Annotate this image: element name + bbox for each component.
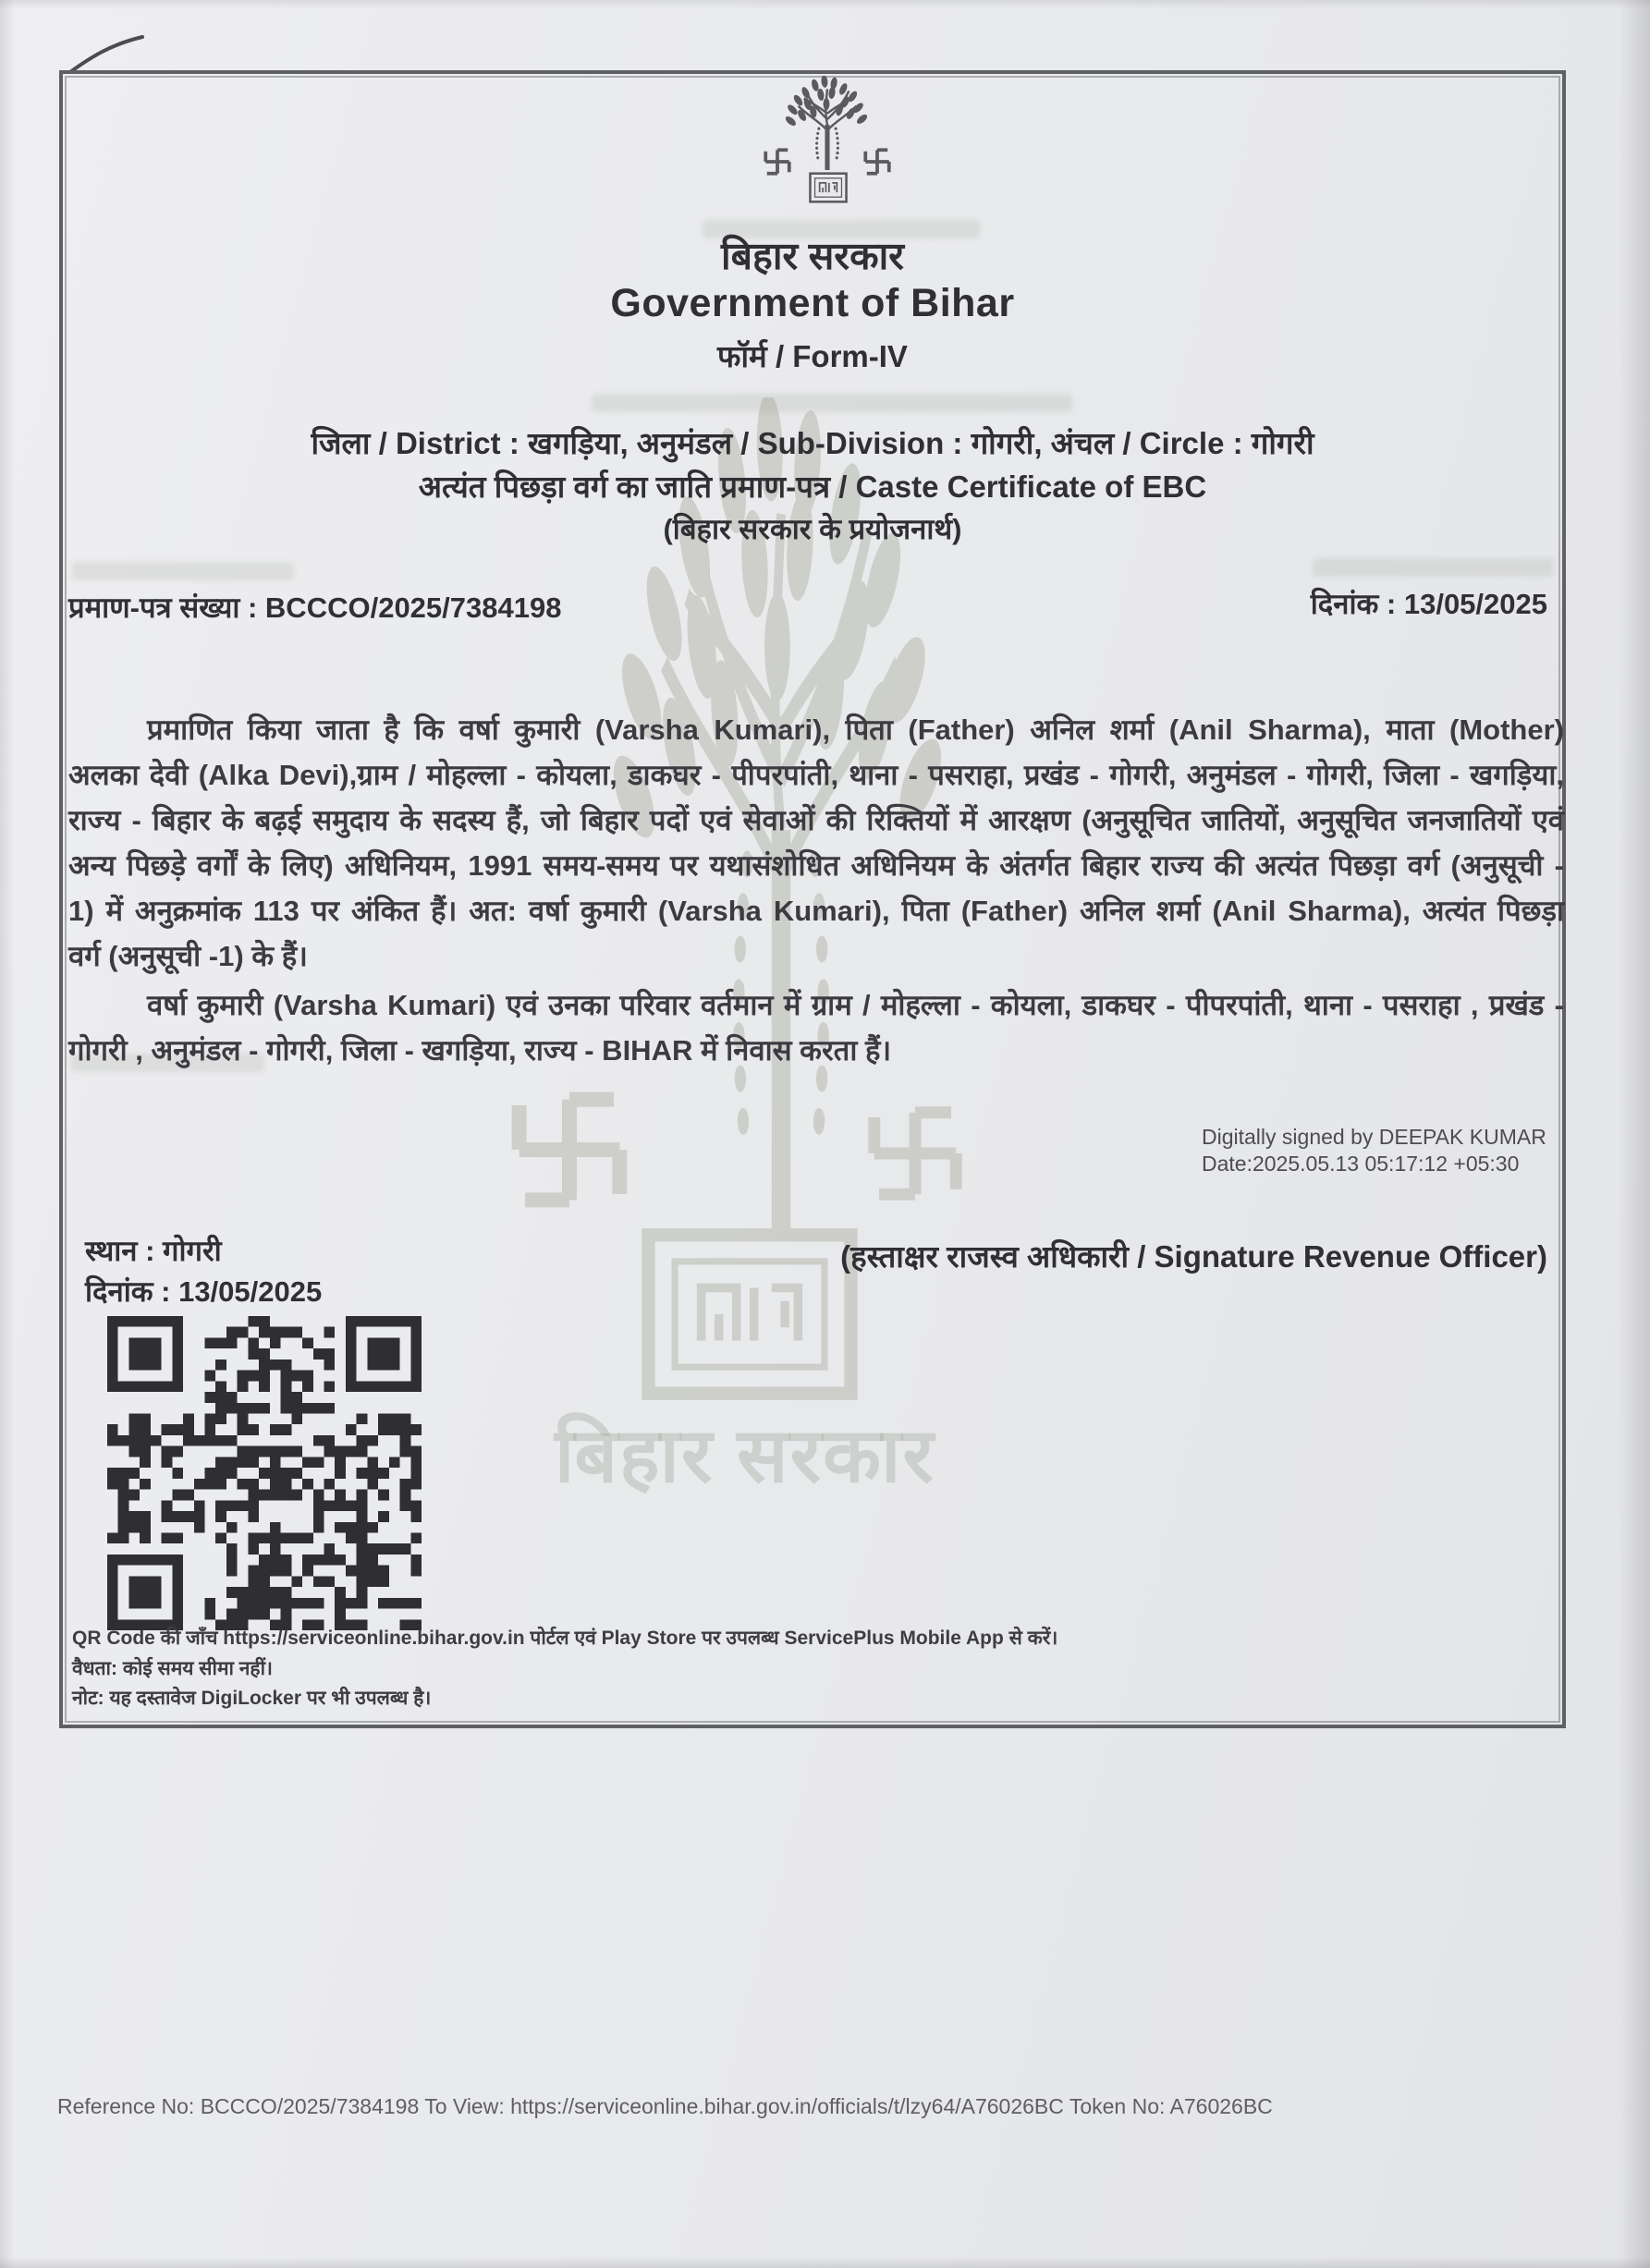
reference-line: Reference No: BCCCO/2025/7384198 To View: https://serviceonline.bihar.gov.in/officials/t/lzy64/A76026BC Token No: A76026BC [57,2094,1273,2118]
certificate-number: प्रमाण-पत्र संख्या : BCCCO/2025/7384198 [68,591,562,624]
purpose-line: (बिहार सरकार के प्रयोजनार्थ) [663,513,962,545]
place-line: स्थान : गोगरी [85,1235,222,1267]
watermark-text: बिहार सरकार [555,1414,935,1498]
qr-code [107,1316,422,1630]
body-line: वर्ग (अनुसूची -1) के हैं। [68,940,308,972]
body-line: अन्य पिछड़े वर्गों के लिए) अधिनियम, 1991 समय-समय पर यथासंशोधित अधिनियम के अंतर्गत बिहार राज्य की अत्यंत पिछड़ा वर्ग (अनुसूची - [68,849,1564,882]
title-english: Government of Bihar [610,281,1015,325]
validity-note: वैधता: कोई समय सीमा नहीं। [72,1658,273,1679]
digital-signature-line2: Date:2025.05.13 05:17:12 +05:30 [1202,1152,1520,1176]
pen-tick-mark [70,37,142,72]
signature-caption: (हस्ताक्षर राजस्व अधिकारी / Signature Revenue Officer) [840,1239,1547,1274]
digilocker-note: नोट: यह दस्तावेज DigiLocker पर भी उपलब्ध है। [72,1688,432,1709]
body-line: वर्षा कुमारी (Varsha Kumari) एवं उनका परिवार वर्तमान में ग्राम / मोहल्ला - कोयला, डाकघर - पीपरपांती, थाना - पसराहा , प्रखंड - [147,989,1564,1021]
digital-signature-line1: Digitally signed by DEEPAK KUMAR [1202,1125,1546,1149]
digital-signature-block [1202,1124,1546,1177]
body-line: राज्य - बिहार के बढ़ई समुदाय के सदस्य हैं, जो बिहार पदों एवं सेवाओं की रिक्तियों में आरक्षण (अनुसूचित जातियों, अनुसूचित जनजातियों एवं [68,804,1564,836]
form-number: फॉर्म / Form-IV [717,339,908,373]
date-line: दिनांक : 13/05/2025 [85,1275,323,1308]
issue-date: दिनांक : 13/05/2025 [1310,588,1547,620]
body-line: 1) में अनुक्रमांक 113 पर अंकित हैं। अत: वर्षा कुमारी (Varsha Kumari), पिता (Father) अनिल शर्मा (Anil Sharma), अत्यंत पिछड़ा [68,895,1564,927]
title-hindi: बिहार सरकार [721,235,904,277]
district-subdivision-circle-line: जिला / District : खगड़िया, अनुमंडल / Sub-Division : गोगरी, अंचल / Circle : गोगरी [311,426,1314,460]
body-line: अलका देवी (Alka Devi),ग्राम / मोहल्ला - कोयला, डाकघर - पीपरपांती, थाना - पसराहा, प्रखंड - गोगरी, अनुमंडल - गोगरी, जिला - खगड़िया, [68,759,1564,791]
body-line: गोगरी , अनुमंडल - गोगरी, जिला - खगड़िया, राज्य - BIHAR में निवास करता हैं। [68,1034,892,1067]
qr-verification-note: QR Code की जाँच https://serviceonline.bihar.gov.in पोर्टल एवं Play Store पर उपलब्ध ServicePlus Mobile App से करें। [72,1628,1058,1649]
body-line: प्रमाणित किया जाता है कि वर्षा कुमारी (Varsha Kumari), पिता (Father) अनिल शर्मा (Anil Sharma), माता (Mother) [147,713,1564,746]
certificate-title-line: अत्यंत पिछड़ा वर्ग का जाति प्रमाण-पत्र / Caste Certificate of EBC [418,469,1207,504]
